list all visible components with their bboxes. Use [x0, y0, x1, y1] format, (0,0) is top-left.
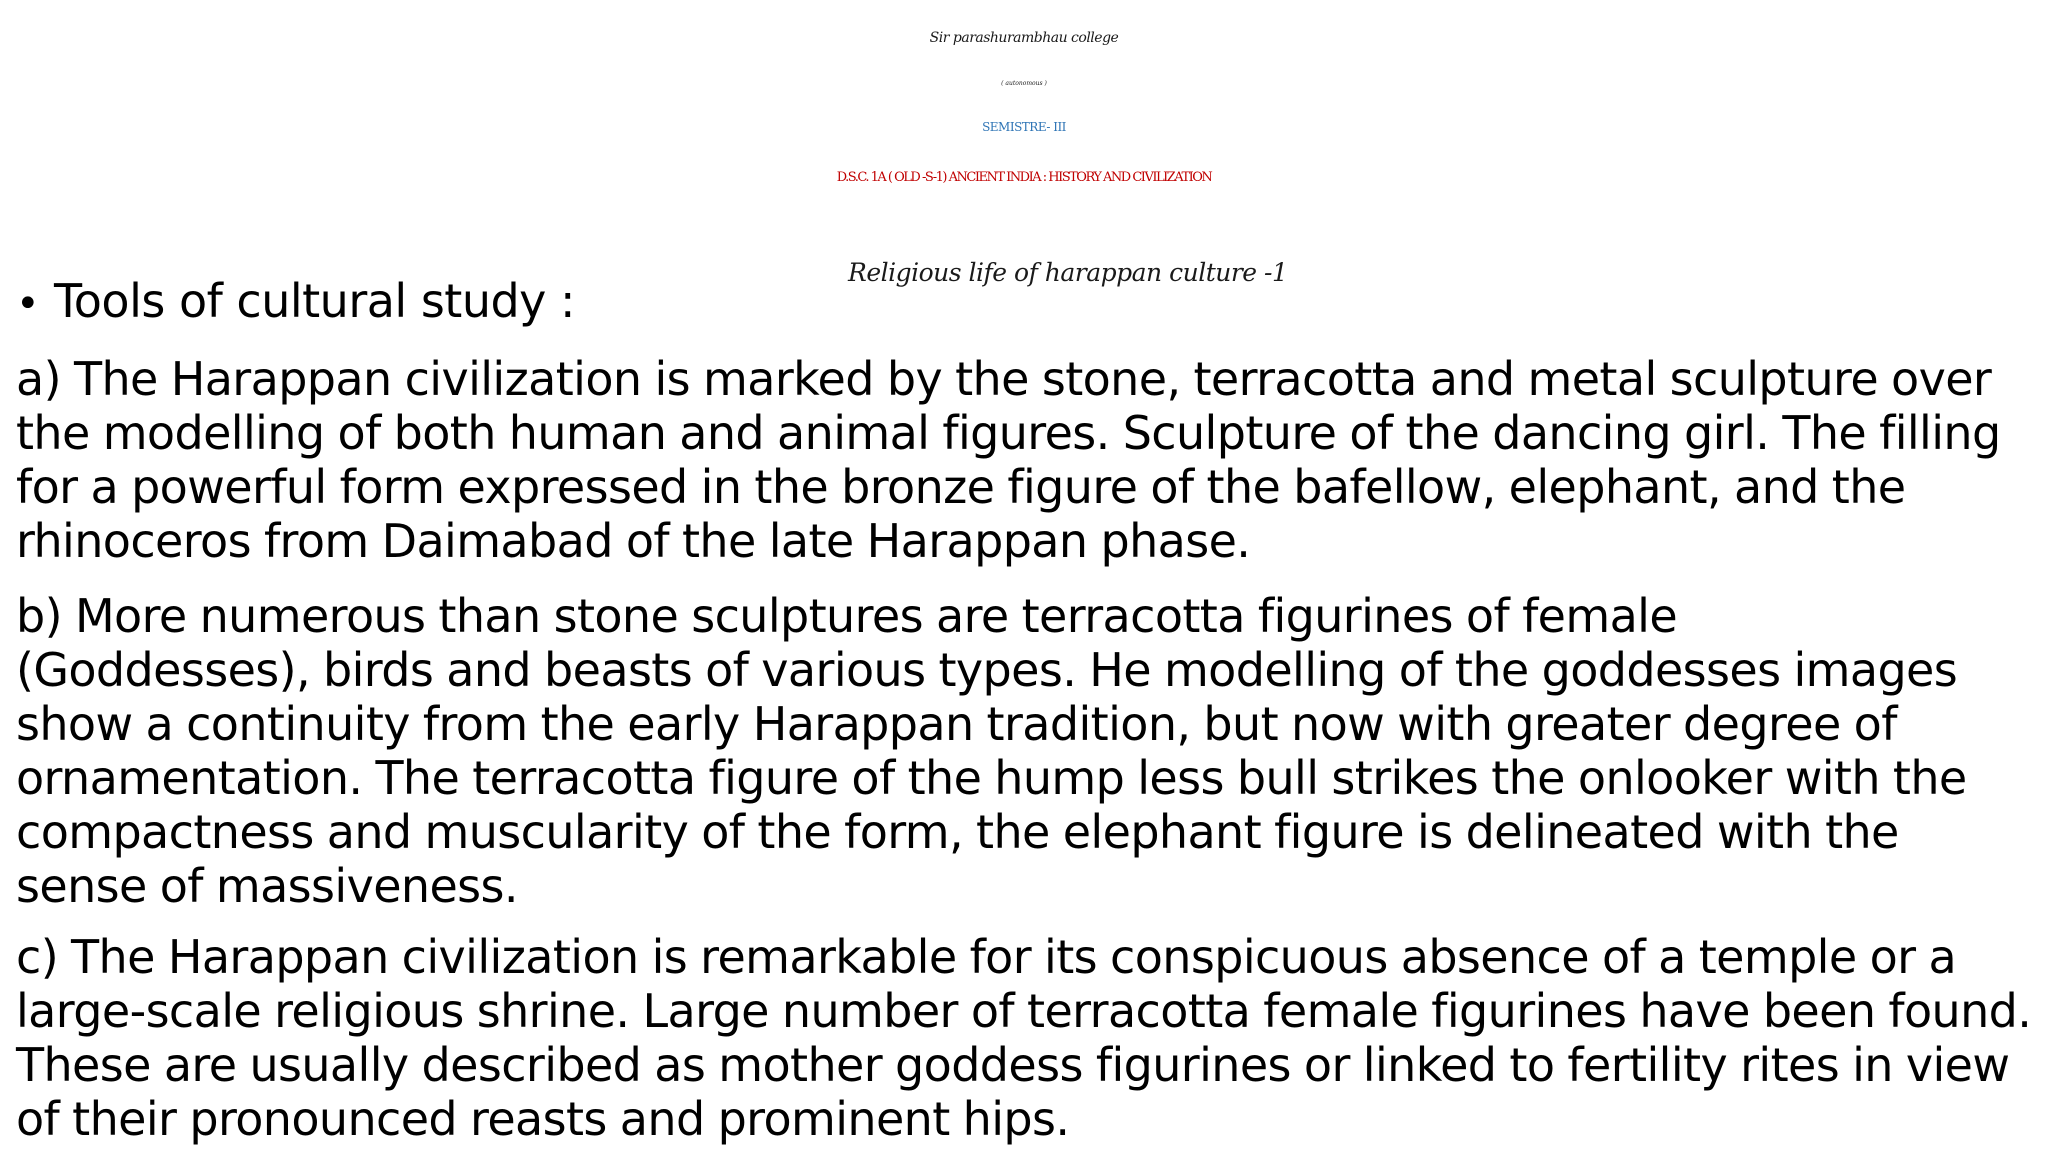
paragraph-c — [16, 930, 2040, 1146]
paragraph-line: a) The Harappan civilization is marked by the stone, terracotta and metal sculpture over — [16, 352, 1992, 406]
paragraph-line: These are usually described as mother goddess figurines or linked to fertility rites in view — [16, 1038, 2010, 1092]
semester-label: SEMISTRE- III — [982, 120, 1066, 134]
paragraph-line: for a powerful form expressed in the bronze figure of the bafellow, elephant, and the — [16, 460, 1906, 514]
paragraph-line: rhinoceros from Daimabad of the late Harappan phase. — [16, 514, 1251, 568]
college-name: Sir parashurambhau college — [929, 30, 1119, 46]
paragraph-line: show a continuity from the early Harappan tradition, but now with greater degree of — [16, 697, 1897, 751]
autonomous-label: ( autonomous ) — [1001, 80, 1047, 87]
paragraph-line: of their pronounced reasts and prominent hips. — [16, 1092, 1070, 1146]
bullet-heading-text: Tools of cultural study : — [54, 274, 576, 328]
paragraph-line: (Goddesses), birds and beasts of various types. He modelling of the goddesses images — [16, 643, 1958, 697]
paragraph-line: the modelling of both human and animal figures. Sculpture of the dancing girl. The filling — [16, 406, 2001, 460]
paragraph-line: c) The Harappan civilization is remarkable for its conspicuous absence of a temple or a — [16, 930, 1957, 984]
paragraph-line: compactness and muscularity of the form, the elephant figure is delineated with the — [16, 805, 1899, 859]
bullet-heading — [16, 274, 575, 328]
paragraph-line: ornamentation. The terracotta figure of the hump less bull strikes the onlooker with the — [16, 751, 1967, 805]
topic-subtitle: Religious life of harappan culture -1 — [848, 258, 1288, 287]
paragraph-b — [16, 589, 2040, 913]
paragraph-line: b) More numerous than stone sculptures are terracotta figurines of female — [16, 589, 1678, 643]
paragraph-a — [16, 352, 2040, 568]
paragraph-line: sense of massiveness. — [16, 859, 518, 913]
paragraph-line: large-scale religious shrine. Large number of terracotta female figurines have been found. — [16, 984, 2032, 1038]
bullet-dot: • — [16, 281, 40, 327]
course-title: D.S.C. 1A ( OLD -S-1) ANCIENT INDIA : HISTORY AND CIVILIZATION — [836, 170, 1212, 185]
